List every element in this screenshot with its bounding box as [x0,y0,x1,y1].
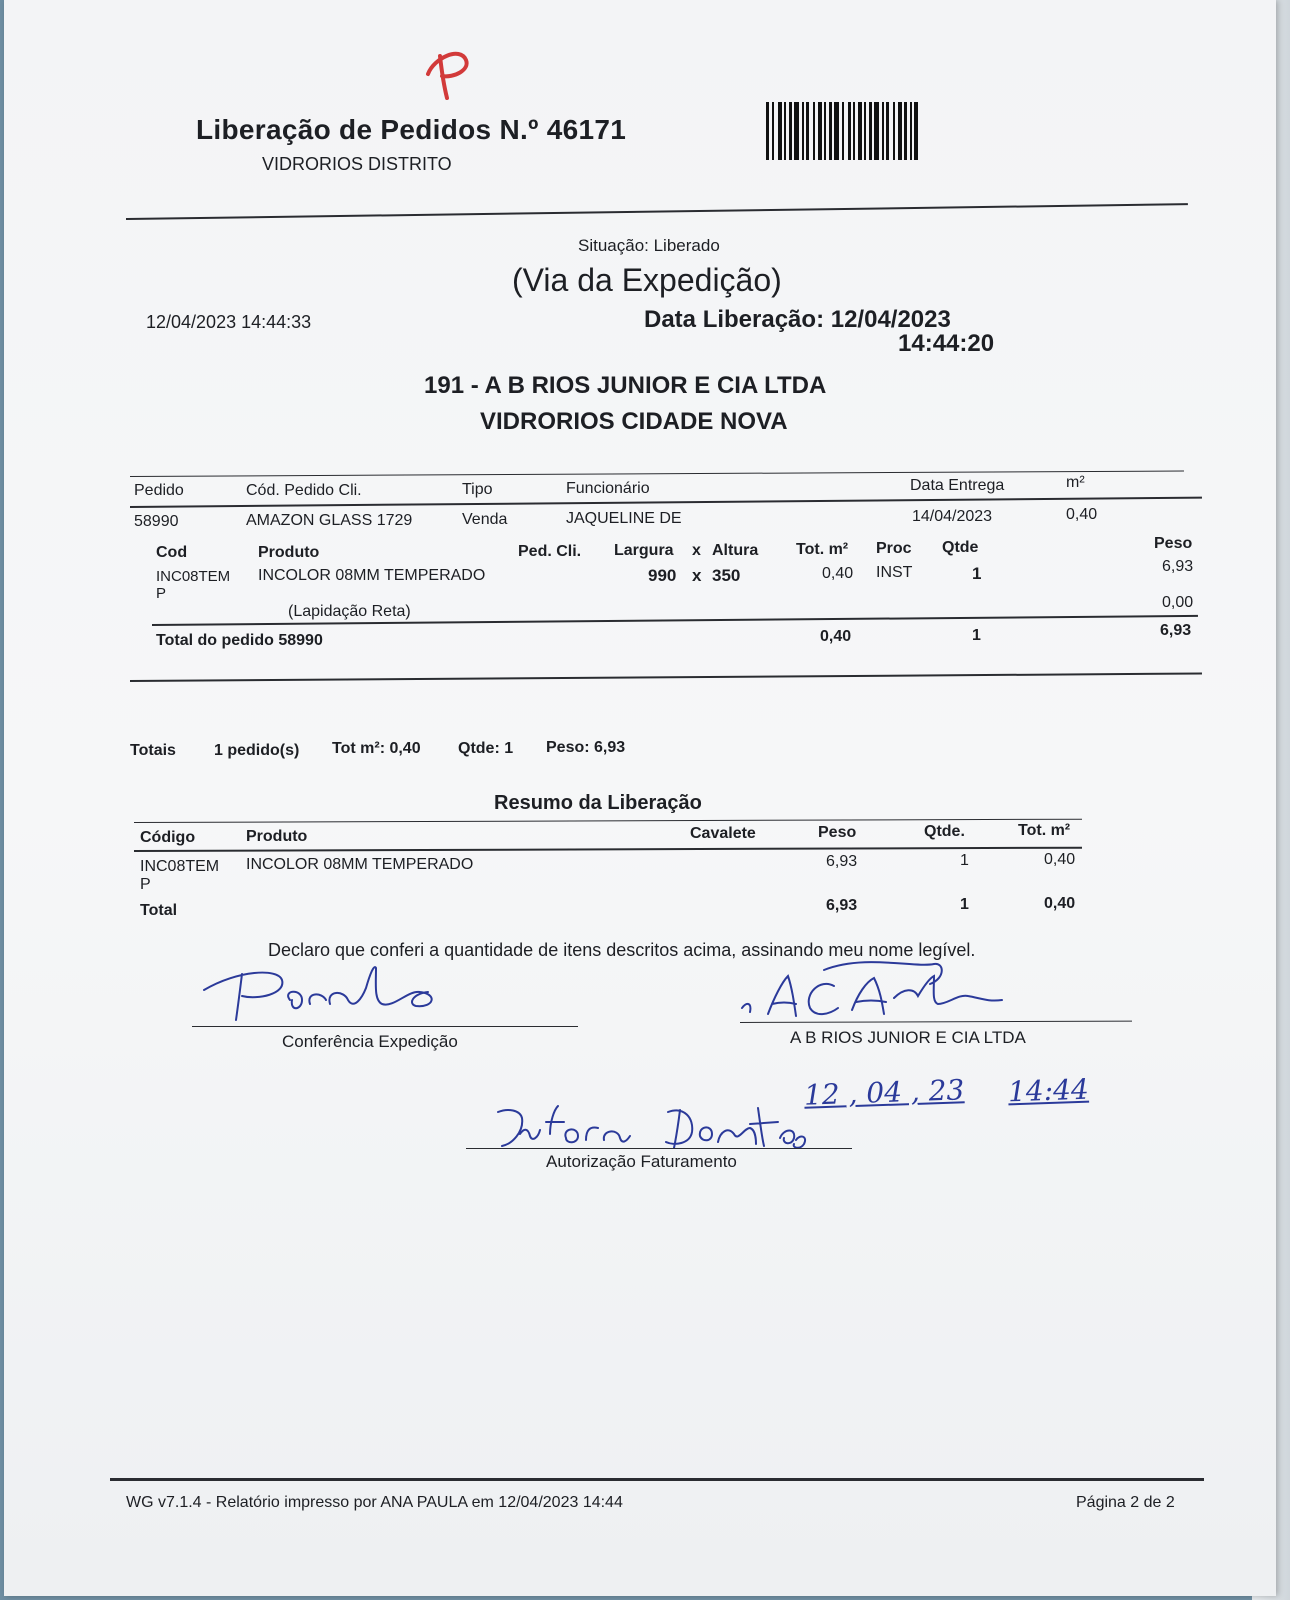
totals-m2: Tot m²: 0,40 [332,740,421,757]
sub-item-peso: 0,00 [1162,594,1194,611]
order-tipo: Venda [462,511,508,528]
summary-tot-m2: 0,40 [1044,851,1076,868]
item-produto: INCOLOR 08MM TEMPERADO [258,567,486,584]
footer-left: WG v7.1.4 - Relatório impresso por ANA PAULA em 12/04/2023 14:44 [126,1494,623,1511]
totals-pedidos: 1 pedido(s) [214,742,300,759]
summary-codigo-line1: INC08TEM [140,858,220,875]
totals-label: Totais [130,742,176,759]
item-qtde: 1 [972,564,982,583]
handwritten-time: 14:44 [1007,1072,1090,1109]
order-total-peso: 6,93 [1160,622,1192,639]
order-data-entrega: 14/04/2023 [912,508,993,525]
signature-bottom [494,1098,814,1158]
summary-total-peso: 6,93 [826,897,858,914]
col-cod-pedido-cli: Cód. Pedido Cli. [246,482,362,499]
items-col-largura: Largura [614,542,674,559]
items-col-qtde: Qtde [942,539,979,556]
item-cod-line2: P [156,585,167,602]
signature-left [198,960,478,1030]
col-m2: m² [1066,474,1085,491]
summary-total-label: Total [140,902,178,919]
order-table-top-rule [130,470,1184,477]
item-peso: 6,93 [1162,558,1194,575]
items-col-altura: Altura [712,542,759,559]
document-page [4,0,1276,1596]
items-col-tot-m2: Tot. m² [796,541,849,558]
summary-col-cavalete: Cavalete [690,825,756,842]
items-col-x: x [692,542,701,559]
item-x: x [692,566,702,585]
totals-peso: Peso: 6,93 [546,739,626,756]
item-largura: 990 [648,566,677,585]
footer-right: Página 2 de 2 [1076,1494,1175,1511]
status-text: Situação: Liberado [578,236,720,255]
client-name: 191 - A B RIOS JUNIOR E CIA LTDA [424,372,827,399]
signature-bottom-label: Autorização Faturamento [546,1152,737,1171]
print-timestamp: 12/04/2023 14:44:33 [146,312,312,332]
item-proc: INST [876,564,913,581]
order-total-label: Total do pedido 58990 [156,632,323,649]
via-title: (Via da Expedição) [512,262,782,298]
item-tot-m2: 0,40 [822,565,854,582]
summary-col-peso: Peso [818,824,857,841]
summary-col-produto: Produto [246,828,308,845]
items-col-proc: Proc [876,540,912,557]
summary-col-tot-m2: Tot. m² [1018,822,1071,839]
document-title: Liberação de Pedidos N.º 46171 [196,114,627,145]
summary-title: Resumo da Liberação [494,792,702,814]
handwritten-date: 12 , 04 , 23 [803,1073,965,1112]
signature-right [734,958,1024,1028]
col-funcionario: Funcionário [566,480,650,497]
signature-right-label: A B RIOS JUNIOR E CIA LTDA [790,1028,1026,1047]
summary-peso: 6,93 [826,853,858,870]
release-date: Data Liberação: 12/04/2023 [644,306,951,333]
signature-left-label: Conferência Expedição [282,1032,458,1051]
declaration-text: Declaro que conferi a quantidade de itens descritos acima, assinando meu nome legível. [268,940,976,960]
col-pedido: Pedido [134,482,184,499]
footer-rule [110,1478,1204,1481]
summary-total-qtde: 1 [960,896,969,913]
summary-total-tot-m2: 0,40 [1044,895,1076,912]
header-divider [126,203,1188,220]
items-col-ped-cli: Ped. Cli. [518,543,582,560]
summary-qtde: 1 [960,852,969,869]
order-funcionario: JAQUELINE DE [566,510,682,527]
items-col-cod: Cod [156,544,188,561]
order-table-bottom-rule [130,673,1202,682]
totals-qtde: Qtde: 1 [458,740,514,757]
client-store: VIDRORIOS CIDADE NOVA [480,408,788,435]
sub-item-produto: (Lapidação Reta) [288,603,411,620]
barcode [766,102,958,160]
item-altura: 350 [712,566,741,585]
order-total-qtde: 1 [972,627,981,644]
order-cod-pedido-cli: AMAZON GLASS 1729 [246,512,413,529]
order-m2: 0,40 [1066,506,1098,523]
red-handwritten-mark [420,44,480,104]
summary-produto: INCOLOR 08MM TEMPERADO [246,856,474,873]
signature-bottom-line [466,1148,852,1149]
summary-col-codigo: Código [140,829,196,846]
order-pedido: 58990 [134,513,179,530]
signature-left-line [192,1026,578,1027]
items-col-produto: Produto [258,544,320,561]
item-cod-line1: INC08TEM [156,568,231,585]
summary-codigo-line2: P [140,876,151,893]
document-subtitle: VIDRORIOS DISTRITO [262,154,452,174]
order-total-m2: 0,40 [820,628,852,645]
col-tipo: Tipo [462,481,493,498]
summary-col-qtde: Qtde. [924,823,965,840]
col-data-entrega: Data Entrega [910,477,1005,494]
items-col-peso: Peso [1154,535,1193,552]
summary-header-rule [134,847,1082,852]
release-time: 14:44:20 [898,330,995,357]
